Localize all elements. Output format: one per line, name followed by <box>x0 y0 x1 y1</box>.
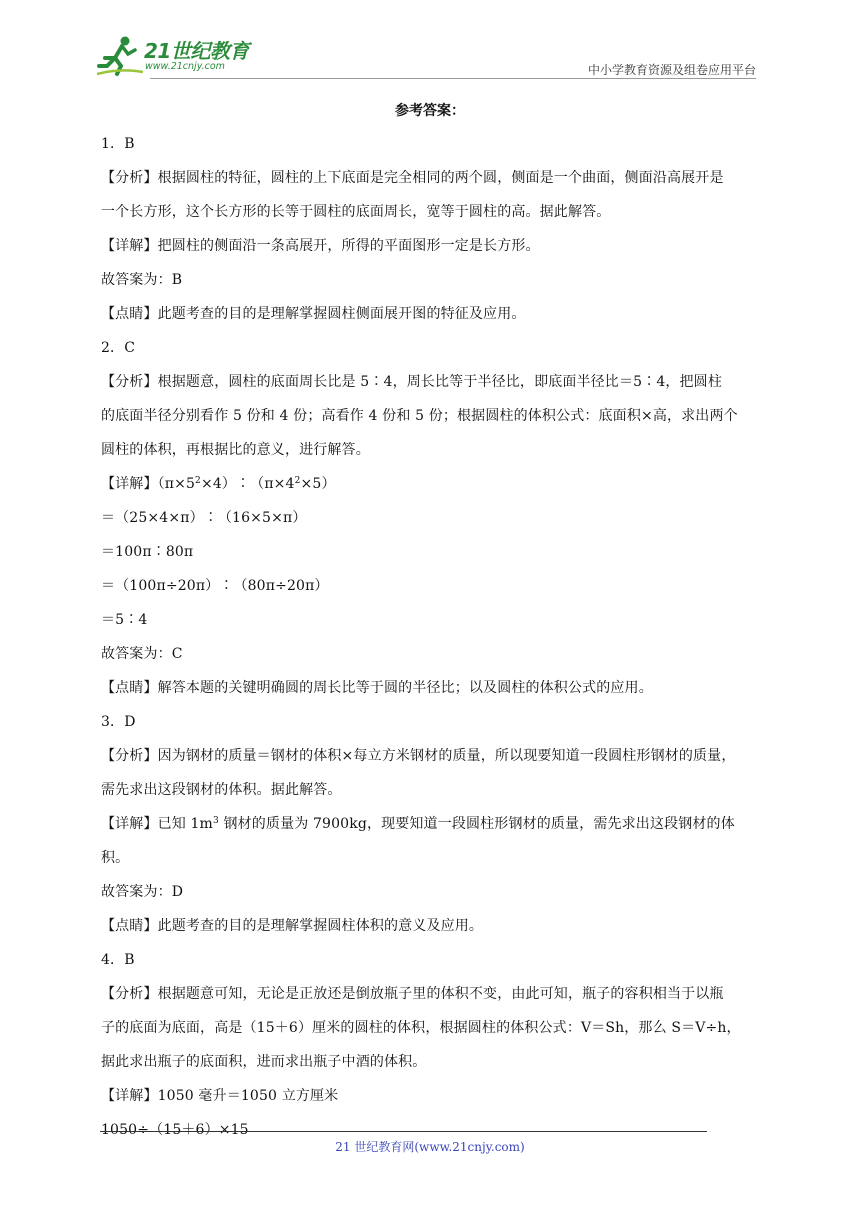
analysis-text: 圆柱的体积，再根据比的意义，进行解答。 <box>101 442 370 458</box>
formula-part: 【详解】（π×5 <box>101 476 196 492</box>
exponent: 2 <box>195 476 201 486</box>
detail-formula <box>101 467 761 501</box>
platform-name: 中小学教育资源及组卷应用平台 <box>587 63 756 77</box>
comment-text: 【点睛】此题考查的目的是理解掌握圆柱侧面展开图的特征及应用。 <box>101 306 526 322</box>
page-header <box>0 0 860 80</box>
answer-number-3: 3．D <box>101 714 136 730</box>
exponent: 2 <box>294 476 301 486</box>
answer-content <box>101 127 761 1147</box>
analysis-text: 【分析】根据题意，圆柱的底面周长比是 5∶4，周长比等于半径比，即底面半径比＝5∶4，把圆柱 <box>101 374 722 390</box>
answer-statement: 故答案为：B <box>101 272 183 288</box>
answer-number-2: 2．C <box>101 340 136 356</box>
footer-link[interactable]: 21 世纪教育网(www.21cnjy.com) <box>335 1140 525 1154</box>
comment-text: 【点睛】此题考查的目的是理解掌握圆柱体积的意义及应用。 <box>101 918 484 934</box>
analysis-text: 的底面半径分别看作 5 份和 4 份；高看作 4 份和 5 份；根据圆柱的体积公式：底面积×高，求出两个 <box>101 408 738 424</box>
detail-text: 【详解】把圆柱的侧面沿一条高展开，所得的平面图形一定是长方形。 <box>101 238 540 254</box>
answer-statement: 故答案为：C <box>101 646 183 662</box>
running-figure-icon <box>95 34 145 78</box>
analysis-text: 子的底面为底面，高是（15＋6）厘米的圆柱的体积，根据圆柱的体积公式：V＝Sh，那么 S＝V÷h， <box>101 1020 741 1036</box>
formula-part: ×4）∶（π×4 <box>200 476 295 492</box>
analysis-text: 一个长方形，这个长方形的长等于圆柱的底面周长，宽等于圆柱的高。据此解答。 <box>101 204 611 220</box>
logo-title: 21世纪教育 <box>144 39 249 63</box>
logo-url: www.21cnjy.com <box>145 61 225 72</box>
analysis-text: 【分析】因为钢材的质量＝钢材的体积×每立方米钢材的质量，所以现要知道一段圆柱形钢材的质量， <box>101 748 736 764</box>
calculation-step: ＝100π∶80π <box>101 544 194 560</box>
footer-divider <box>100 1131 707 1132</box>
detail-text <box>101 807 761 841</box>
detail-part: 钢材的质量为 7900kg，现要知道一段圆柱形钢材的质量，需先求出这段钢材的体 <box>218 816 735 832</box>
exponent: 3 <box>212 816 219 826</box>
answer-statement: 故答案为：D <box>101 884 184 900</box>
analysis-text: 【分析】根据圆柱的特征，圆柱的上下底面是完全相同的两个圆，侧面是一个曲面，侧面沿高展开是 <box>101 170 724 186</box>
detail-text: 积。 <box>101 850 130 866</box>
comment-text: 【点睛】解答本题的关键明确圆的周长比等于圆的半径比；以及圆柱的体积公式的应用。 <box>101 680 653 696</box>
header-divider <box>150 78 756 79</box>
analysis-text: 需先求出这段钢材的体积。据此解答。 <box>101 782 342 798</box>
formula-part: ×5） <box>300 476 336 492</box>
analysis-text: 【分析】根据题意可知，无论是正放还是倒放瓶子里的体积不变，由此可知，瓶子的容积相当于以瓶 <box>101 986 724 1002</box>
detail-part: 【详解】已知 1m <box>101 816 213 832</box>
detail-text: 【详解】1050 毫升＝1050 立方厘米 <box>101 1088 339 1104</box>
calculation-step: ＝5∶4 <box>101 612 148 628</box>
analysis-text: 据此求出瓶子的底面积，进而求出瓶子中酒的体积。 <box>101 1054 427 1070</box>
calculation-step: 1050÷（15＋6）×15 <box>101 1122 249 1138</box>
calculation-step: ＝（25×4×π）∶（16×5×π） <box>101 510 307 526</box>
page-title: 参考答案： <box>395 103 465 119</box>
site-logo[interactable] <box>95 34 260 80</box>
answer-number-1: 1．B <box>101 136 135 152</box>
answer-number-4: 4．B <box>101 952 135 968</box>
calculation-step: ＝（100π÷20π）∶（80π÷20π） <box>101 578 329 594</box>
